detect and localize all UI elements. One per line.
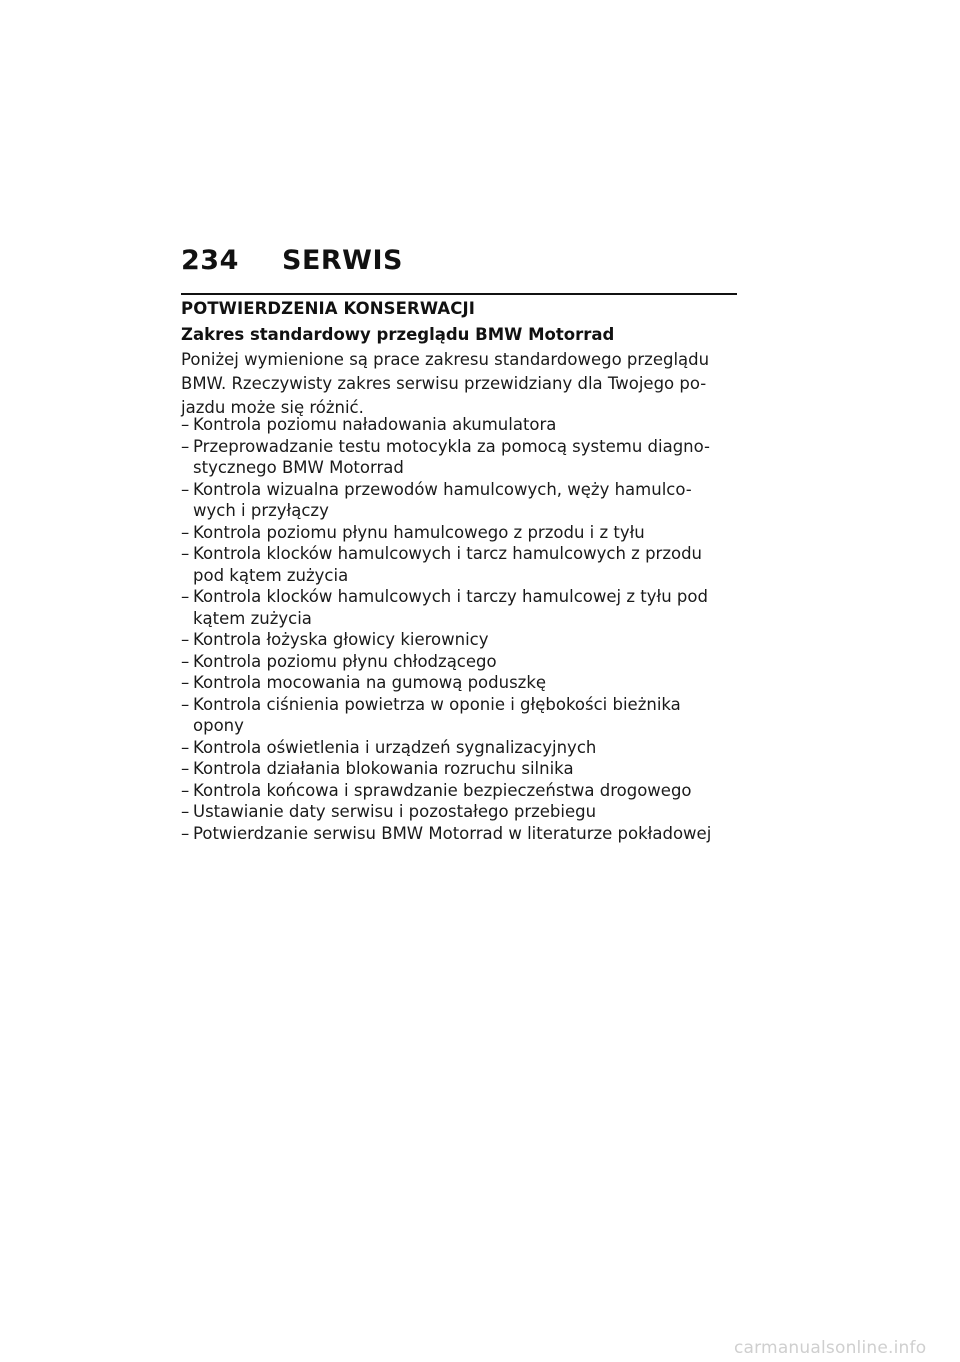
intro-line: Poniżej wymienione są prace zakresu standardowego przeglądu	[181, 350, 710, 369]
list-item	[181, 758, 751, 780]
list-item-text: Kontrola końcowa i sprawdzanie bezpieczeństwa drogowego	[193, 780, 692, 800]
list-item-text: Kontrola poziomu płynu chłodzącego	[193, 651, 497, 671]
list-dash: –	[181, 780, 190, 800]
intro-line: BMW. Rzeczywisty zakres serwisu przewidziany dla Twojego po-	[181, 374, 707, 393]
list-dash: –	[181, 673, 190, 692]
intro-line: jazdu może się różnić.	[181, 398, 364, 417]
list-item-text: Kontrola poziomu naładowania akumulatora	[193, 415, 557, 434]
list-item-text: kątem zużycia	[193, 608, 312, 628]
list-item-text: Kontrola mocowania na gumową poduszkę	[193, 673, 547, 692]
list-item	[181, 801, 751, 823]
list-item	[181, 543, 751, 586]
list-item-text: Kontrola poziomu płynu hamulcowego z przodu i z tyłu	[193, 522, 645, 542]
list-item-text: stycznego BMW Motorrad	[193, 458, 404, 477]
list-item	[181, 651, 751, 673]
list-item	[181, 780, 751, 802]
list-dash: –	[181, 415, 190, 434]
list-dash: –	[181, 694, 190, 714]
list-item	[181, 823, 751, 845]
list-dash: –	[181, 630, 190, 649]
list-dash: –	[181, 823, 190, 843]
list-dash: –	[181, 479, 190, 499]
list-item-text: opony	[193, 716, 244, 735]
service-items-list	[181, 414, 751, 844]
list-item	[181, 479, 751, 522]
list-dash: –	[181, 436, 190, 456]
list-item-text: Kontrola działania blokowania rozruchu silnika	[193, 759, 574, 778]
list-item	[181, 414, 751, 436]
list-item-text: Kontrola oświetlenia i urządzeń sygnalizacyjnych	[193, 737, 597, 757]
list-dash: –	[181, 651, 190, 671]
subsection-title: Zakres standardowy przeglądu BMW Motorrad	[181, 325, 615, 344]
list-item-text: Ustawianie daty serwisu i pozostałego przebiegu	[193, 802, 597, 821]
list-dash: –	[181, 802, 190, 821]
list-item-text: Kontrola ciśnienia powietrza w oponie i głębokości bieżnika	[193, 694, 681, 714]
watermark: carmanualsonline.info	[734, 1338, 927, 1358]
list-item	[181, 436, 751, 479]
list-item	[181, 694, 751, 737]
chapter-title: SERWIS	[282, 245, 403, 276]
page-number: 234	[181, 245, 239, 276]
list-item-text: wych i przyłączy	[193, 501, 329, 520]
list-item-text: Przeprowadzanie testu motocykla za pomocą systemu diagno-	[193, 436, 710, 456]
list-item-text: Kontrola wizualna przewodów hamulcowych, węży hamulco-	[193, 479, 692, 499]
list-dash: –	[181, 587, 190, 606]
list-item-text: Potwierdzanie serwisu BMW Motorrad w literaturze pokładowej	[193, 823, 712, 843]
page-header	[181, 244, 737, 280]
intro-paragraph	[181, 348, 741, 420]
list-dash: –	[181, 759, 190, 778]
list-item	[181, 737, 751, 759]
list-item	[181, 672, 751, 694]
section-title: POTWIERDZENIA KONSERWACJI	[181, 293, 737, 319]
list-dash: –	[181, 737, 190, 757]
list-item	[181, 522, 751, 544]
list-item	[181, 586, 751, 629]
list-item-text: Kontrola klocków hamulcowych i tarczy hamulcowej z tyłu pod	[193, 587, 708, 606]
list-item	[181, 629, 751, 651]
list-item-text: Kontrola klocków hamulcowych i tarcz hamulcowych z przodu	[193, 544, 703, 563]
list-item-text: pod kątem zużycia	[193, 565, 349, 585]
list-dash: –	[181, 522, 190, 542]
list-item-text: Kontrola łożyska głowicy kierownicy	[193, 630, 489, 649]
list-dash: –	[181, 544, 190, 563]
